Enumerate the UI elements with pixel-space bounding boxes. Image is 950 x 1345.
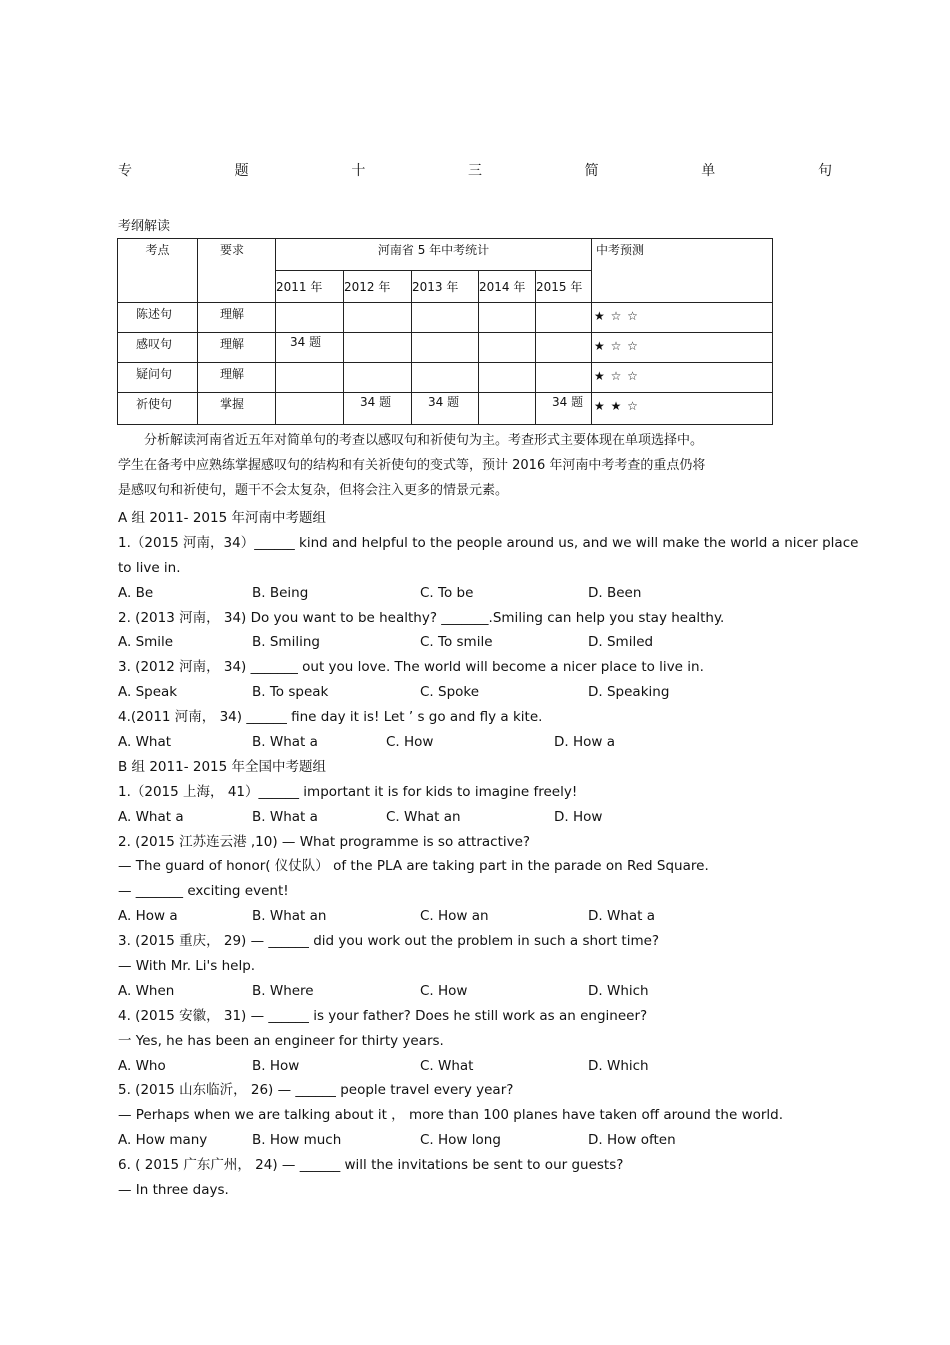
option-row <box>118 805 838 830</box>
requirement-cell: 理解 <box>198 363 276 393</box>
question-line: 4.(2011 河南， 34) ______ fine day it is! Let ’ s go and fly a kite. <box>118 709 543 726</box>
prediction-stars: ★ ☆ ☆ <box>592 333 773 363</box>
answer-option[interactable]: C. To be <box>420 584 474 601</box>
answer-option[interactable]: A. When <box>118 982 175 999</box>
answer-option[interactable]: A. What <box>118 734 172 751</box>
requirement-cell: 理解 <box>198 333 276 363</box>
analysis-line: 学生在备考中应熟练掌握感叹句的结构和有关祈使句的变式等，预计 2016 年河南中考考查的重点仍将 <box>118 458 706 473</box>
stat-cell <box>536 333 592 363</box>
requirement-cell: 掌握 <box>198 393 276 425</box>
question-line: 2. (2015 江苏连云港 ,10) — What programme is so attractive? <box>118 833 531 850</box>
answer-option[interactable]: B. Where <box>252 982 314 999</box>
question-line: 2. (2013 河南， 34) Do you want to be healthy? _______.Smiling can help you stay healthy. <box>118 609 725 626</box>
option-row <box>118 630 838 655</box>
table-row <box>118 333 773 363</box>
prediction-stars: ★ ☆ ☆ <box>592 363 773 393</box>
question-line: to live in. <box>118 559 181 576</box>
question-line: 4. (2015 安徽， 31) — ______ is your father? Does he still work as an engineer? <box>118 1007 648 1024</box>
answer-option[interactable]: B. What a <box>252 808 318 825</box>
point-cell: 陈述句 <box>118 303 198 333</box>
year-header: 2015 年 <box>536 271 592 303</box>
stat-cell: 34 题 <box>536 393 592 425</box>
question-line: — In three days. <box>118 1182 229 1199</box>
question-list <box>118 506 859 1203</box>
title-char: 题 <box>234 163 249 179</box>
question-line: 3. (2015 重庆， 29) — ______ did you work out the problem in such a short time? <box>118 933 660 950</box>
question-line: 1.（2015 上海， 41）______ important it is for kids to imagine freely! <box>118 783 578 800</box>
section-label: 考纲解读 <box>118 219 171 234</box>
title-char: 简 <box>584 163 599 179</box>
option-row <box>118 1128 838 1153</box>
prediction-stars: ★ ☆ ☆ <box>592 303 773 333</box>
answer-option[interactable]: A. Smile <box>118 634 174 651</box>
title-char: 专 <box>118 163 132 179</box>
stat-cell: 34 题 <box>412 393 479 425</box>
point-cell: 感叹句 <box>118 333 198 363</box>
answer-option[interactable]: C. How <box>386 734 434 751</box>
stat-cell <box>536 303 592 333</box>
syllabus-table <box>117 238 773 425</box>
option-row <box>118 680 838 705</box>
answer-option[interactable]: D. Which <box>588 1057 649 1074</box>
answer-option[interactable]: B. How much <box>252 1132 342 1149</box>
header-stats: 河南省 5 年中考统计 <box>276 239 592 271</box>
answer-option[interactable]: D. Smiled <box>588 634 654 651</box>
stat-cell <box>479 363 536 393</box>
header-yuce: 中考预测 <box>592 239 773 303</box>
stat-cell <box>412 363 479 393</box>
prediction-stars: ★ ★ ☆ <box>592 393 773 425</box>
table-row <box>118 363 773 393</box>
option-row <box>118 581 838 606</box>
year-header: 2013 年 <box>412 271 479 303</box>
option-row <box>118 979 838 1004</box>
stat-cell <box>536 363 592 393</box>
answer-option[interactable]: A. Who <box>118 1057 166 1074</box>
header-kaodian: 考点 <box>118 239 198 303</box>
title-char: 句 <box>817 163 832 179</box>
question-line: — _______ exciting event! <box>118 883 289 900</box>
title-char: 单 <box>701 163 716 179</box>
answer-option[interactable]: B. To speak <box>252 684 329 701</box>
year-header: 2012 年 <box>344 271 412 303</box>
question-line: — The guard of honor( 仪仗队） of the PLA are taking part in the parade on Red Square. <box>118 858 709 875</box>
stat-cell <box>276 363 344 393</box>
year-header: 2014 年 <box>479 271 536 303</box>
answer-option[interactable]: A. Be <box>118 584 154 601</box>
stat-cell <box>479 333 536 363</box>
answer-option[interactable]: D. How a <box>554 734 615 751</box>
answer-option[interactable]: D. Been <box>588 584 642 601</box>
year-header: 2011 年 <box>276 271 344 303</box>
table-row <box>118 303 773 333</box>
stat-cell <box>412 303 479 333</box>
option-row <box>118 1054 838 1079</box>
question-line: 6. ( 2015 广东广州， 24) — ______ will the invitations be sent to our guests? <box>118 1157 624 1174</box>
analysis-text <box>118 428 818 503</box>
stat-cell <box>479 303 536 333</box>
analysis-line: 分析解读河南省近五年对简单句的考查以感叹句和祈使句为主。考查形式主要体现在单项选择中。 <box>144 433 704 448</box>
answer-option[interactable]: B. Smiling <box>252 634 320 651</box>
question-line: 5. (2015 山东临沂， 26) — ______ people travel every year? <box>118 1082 514 1099</box>
answer-option[interactable]: A. What a <box>118 808 184 825</box>
stat-cell <box>344 333 412 363</box>
analysis-line: 是感叹句和祈使句，题干不会太复杂，但将会注入更多的情景元素。 <box>118 483 509 498</box>
question-line: 3. (2012 河南， 34) _______ out you love. The world will become a nicer place to live in. <box>118 659 704 676</box>
answer-option[interactable]: C. What <box>420 1057 474 1074</box>
option-row <box>118 904 838 929</box>
answer-option[interactable]: B. What an <box>252 908 327 925</box>
stat-cell <box>344 363 412 393</box>
answer-option[interactable]: C. To smile <box>420 634 493 651</box>
answer-option[interactable]: B. What a <box>252 734 318 751</box>
stat-cell <box>412 333 479 363</box>
stat-cell: 34 题 <box>276 333 344 363</box>
answer-option[interactable]: C. What an <box>386 808 461 825</box>
stat-cell <box>344 303 412 333</box>
question-line: — With Mr. Li's help. <box>118 958 256 975</box>
point-cell: 疑问句 <box>118 363 198 393</box>
table-row <box>118 393 773 425</box>
title-char: 十 <box>351 163 366 179</box>
stat-cell <box>479 393 536 425</box>
point-cell: 祈使句 <box>118 393 198 425</box>
question-line: 1.（2015 河南，34）______ kind and helpful to the people around us, and we will make the world a nicer place <box>118 534 859 551</box>
answer-option[interactable]: B. How <box>252 1057 300 1074</box>
question-line: 一 Yes, he has been an engineer for thirty years. <box>118 1032 444 1049</box>
header-yaoqiu: 要求 <box>198 239 276 303</box>
stat-cell: 34 题 <box>344 393 412 425</box>
stat-cell <box>276 393 344 425</box>
question-line: — Perhaps when we are talking about it ， more than 100 planes have taken off around the world. <box>118 1107 784 1124</box>
page-title <box>118 160 832 180</box>
answer-option[interactable]: C. Spoke <box>420 684 480 701</box>
answer-option[interactable]: D. How <box>554 808 603 825</box>
answer-option[interactable]: A. Speak <box>118 684 178 701</box>
answer-option[interactable]: C. How <box>420 982 468 999</box>
answer-option[interactable]: D. What a <box>588 908 656 925</box>
answer-option[interactable]: D. Speaking <box>588 684 670 701</box>
title-char: 三 <box>467 163 482 179</box>
answer-option[interactable]: B. Being <box>252 584 309 601</box>
question-line: A 组 2011- 2015 年河南中考题组 <box>118 510 326 526</box>
answer-option[interactable]: D. How often <box>588 1132 676 1149</box>
stat-cell <box>276 303 344 333</box>
answer-option[interactable]: A. How a <box>118 908 178 925</box>
answer-option[interactable]: C. How long <box>420 1132 501 1149</box>
question-line: B 组 2011- 2015 年全国中考题组 <box>118 758 327 775</box>
option-row <box>118 730 838 755</box>
answer-option[interactable]: C. How an <box>420 908 489 925</box>
answer-option[interactable]: D. Which <box>588 982 649 999</box>
answer-option[interactable]: A. How many <box>118 1132 208 1149</box>
requirement-cell: 理解 <box>198 303 276 333</box>
